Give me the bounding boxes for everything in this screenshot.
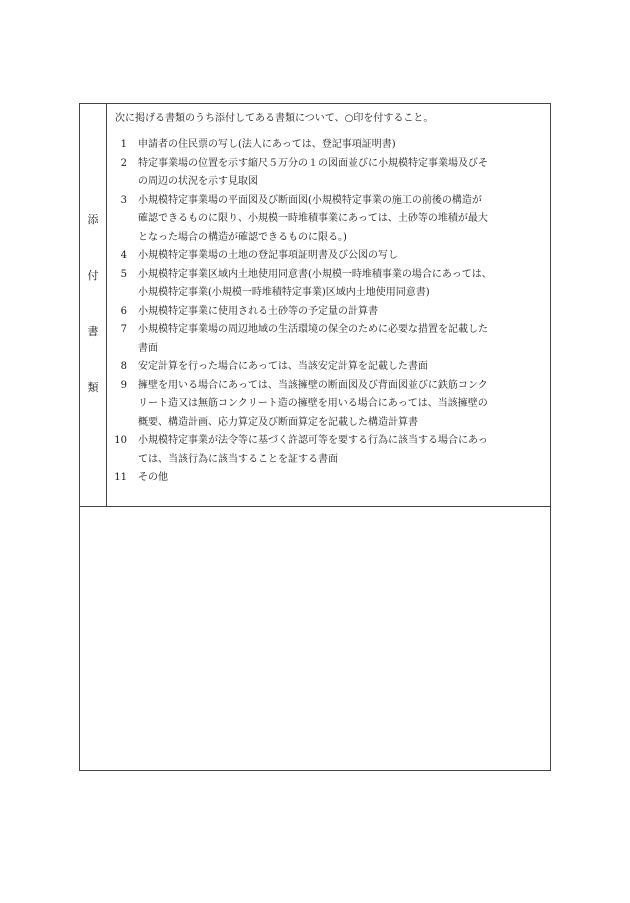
item-number: 6 — [120, 305, 127, 317]
item-line: 小規模特定事業場の土地の登記事項証明書及び公図の写し — [138, 250, 398, 261]
item-line: 小規模特定事業(小規模一時堆積特定事業)区域内土地使用同意書) — [138, 287, 430, 298]
item-number: 7 — [120, 324, 127, 335]
item-number: 2 — [120, 157, 127, 169]
item-line: 特定事業場の位置を示す縮尺５万分の１の図面並びに小規模特定事業場及びそ — [138, 157, 488, 169]
item-line: 概要、構造計画、応力算定及び断面算定を記載した構造計算書 — [138, 416, 418, 428]
attachment-table — [79, 103, 551, 771]
item-line: ては、当該行為に該当することを証する書面 — [138, 453, 338, 465]
item-text — [138, 136, 548, 155]
item-text — [138, 358, 548, 377]
section-label-column — [80, 104, 107, 506]
item-number: 4 — [120, 250, 127, 261]
item-number: 9 — [120, 379, 127, 391]
section-label-char: 付 — [87, 269, 99, 282]
item-text — [138, 469, 548, 488]
item-text — [138, 321, 548, 358]
item-line: 書面 — [138, 342, 158, 354]
item-text — [138, 303, 548, 322]
item-text — [138, 266, 548, 303]
item-number: 10 — [114, 435, 127, 446]
item-line: 小規模特定事業が法令等に基づく許認可等を要する行為に該当する場合にあっ — [138, 435, 488, 446]
item-line: 安定計算を行った場合にあっては、当該安定計算を記載した書面 — [138, 361, 428, 372]
item-text — [138, 247, 548, 266]
item-line: 擁壁を用いる場合にあっては、当該擁壁の断面図及び背面図並びに鉄筋コンク — [138, 379, 488, 391]
item-text — [138, 432, 548, 469]
section-label-char: 添 — [87, 213, 99, 226]
section-label-char: 書 — [87, 325, 99, 338]
item-line: リート造又は無筋コンクリート造の擁壁を用いる場合にあっては、当該擁壁の — [138, 398, 488, 409]
item-number: 11 — [114, 472, 127, 483]
attachment-section — [80, 104, 550, 507]
item-line: 小規模特定事業場の平面図及び断面図(小規模特定事業の施工の前後の構造が — [138, 194, 482, 206]
item-line: その他 — [138, 472, 168, 483]
item-number: 3 — [120, 194, 127, 206]
item-text — [138, 192, 548, 248]
item-number: 5 — [120, 268, 127, 280]
item-line: 確認できるものに限り、小規模一時堆積事業にあっては、土砂等の堆積が最大 — [138, 213, 488, 224]
item-line: となった場合の構造が確認できるものに限る。) — [138, 231, 347, 243]
blank-area — [80, 507, 550, 770]
item-line: の周辺の状況を示す見取図 — [138, 176, 258, 187]
item-text — [138, 377, 548, 433]
item-line: 小規模特定事業区域内土地使用同意書(小規模一時堆積事業の場合にあっては、 — [138, 268, 492, 280]
item-text — [138, 155, 548, 192]
item-line: 小規模特定事業に使用される土砂等の予定量の計算書 — [138, 305, 378, 317]
item-line: 申請者の住民票の写し(法人にあっては、登記事項証明書) — [138, 139, 396, 150]
item-line: 小規模特定事業場の周辺地域の生活環境の保全のために必要な措置を記載した — [138, 324, 488, 335]
item-number: 1 — [120, 139, 127, 150]
section-label-char: 類 — [87, 381, 99, 394]
intro-text: 次に掲げる書類のうち添付してある書類について、○印を付すること。 — [115, 113, 434, 124]
item-number: 8 — [120, 361, 127, 372]
attachment-list — [107, 104, 550, 506]
